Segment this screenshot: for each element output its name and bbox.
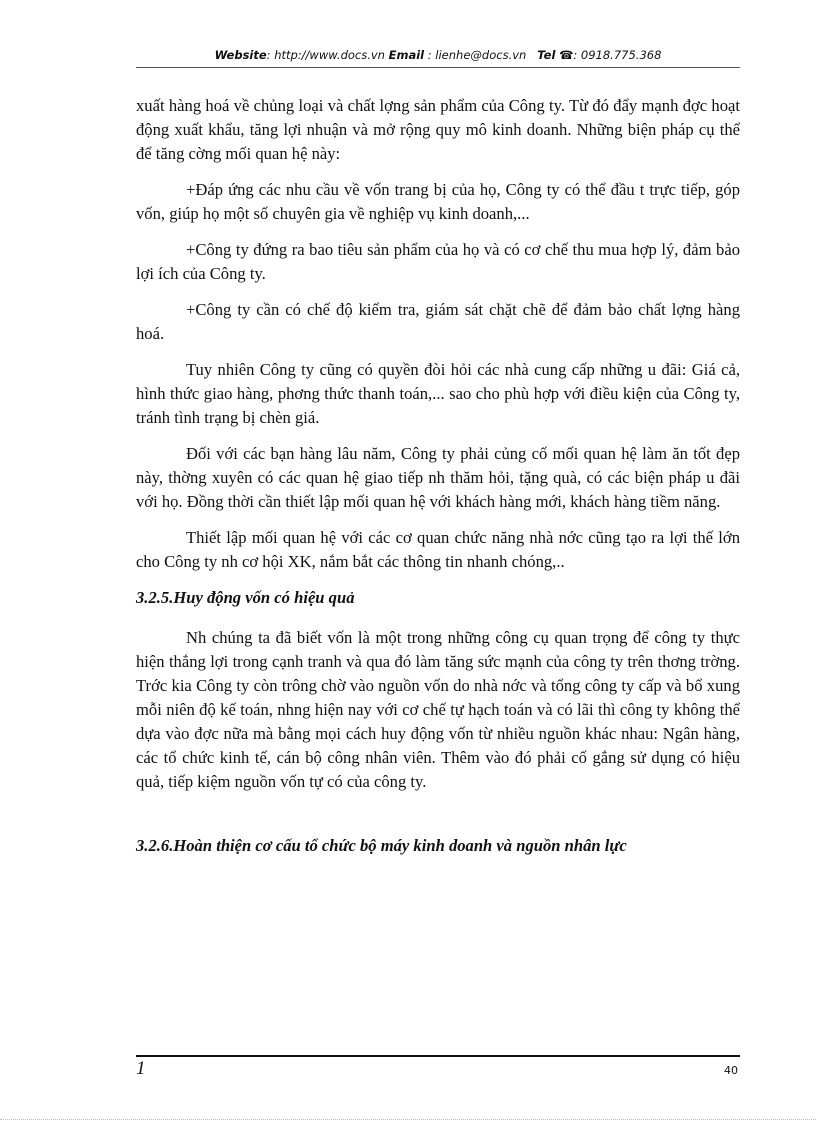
paragraph: +Công ty đứng ra bao tiêu sản phẩm của họ và có cơ chế thu mua hợp lý, đảm bảo lợi ích của Công ty.	[136, 240, 740, 283]
paragraph: Đối với các bạn hàng lâu năm, Công ty phải củng cố mối quan hệ làm ăn tốt đẹp này, thờng xuyên có các quan hệ giao tiếp nh thăm hỏi, tặng quà, có các biện pháp u đãi với họ. Đồng thời cần thiết lập mối quan hệ với khách hàng mới, khách hàng tiềm năng.	[136, 444, 740, 511]
paragraph: xuất hàng hoá về chủng loại và chất lợng sản phẩm của Công ty. Từ đó đẩy mạnh đợc hoạt động xuất khẩu, tăng lợi nhuận và mở rộng quy mô kinh doanh. Những biện pháp cụ thể để tăng cờng mối quan hệ này:	[136, 96, 740, 163]
header-rule	[136, 67, 740, 68]
email-value: : lienhe@docs.vn	[427, 48, 527, 62]
paragraph: +Đáp ứng các nhu cầu về vốn trang bị của họ, Công ty có thể đầu t trực tiếp, góp vốn, giúp họ một số chuyên gia về nghiệp vụ kinh doanh,...	[136, 180, 740, 223]
page-number: 40	[724, 1064, 738, 1077]
website-value: : http://www.docs.vn	[266, 48, 385, 62]
paragraph: Nh chúng ta đã biết vốn là một trong những công cụ quan trọng để công ty thực hiện thắng lợi trong cạnh tranh và qua đó làm tăng sức mạnh của công ty trên thơng trờng. Trớc kia Công ty còn trông chờ vào nguồn vốn do nhà nớc và tổng công ty cấp và bổ xung mỗi niên độ kế toán, nhng hiện nay với cơ chế tự hạch toán và có lãi thì công ty không thể dựa vào đợc nữa mà bằng mọi cách huy động vốn từ nhiều nguồn khác nhau: Ngân hàng, các tổ chức kinh tế, cán bộ công nhân viên. Thêm vào đó phải cố gắng sử dụng có hiệu quả, tiếp kiệm nguồn vốn tự có của công ty.	[136, 628, 740, 791]
bottom-dotted-border	[0, 1119, 816, 1120]
website-label: Website	[214, 48, 267, 62]
tel-value: : 0918.775.368	[573, 48, 662, 62]
footer-rule	[136, 1055, 740, 1057]
email-label: Email	[388, 48, 425, 62]
paragraph: Thiết lập mối quan hệ với các cơ quan chức năng nhà nớc cũng tạo ra lợi thế lớn cho Công ty nh cơ hội XK, nắm bắt các thông tin nhanh chóng,..	[136, 528, 740, 571]
section-heading-3-2-6: 3.2.6.Hoàn thiện cơ cấu tổ chức bộ máy kinh doanh và nguồn nhân lực	[136, 836, 627, 855]
page-header	[136, 48, 740, 68]
phone-icon: ☎	[559, 48, 574, 62]
paragraph: +Công ty cần có chế độ kiểm tra, giám sát chặt chẽ để đảm bảo chất lợng hàng hoá.	[136, 300, 740, 343]
paragraph: Tuy nhiên Công ty cũng có quyền đòi hỏi các nhà cung cấp những u đãi: Giá cả, hình thức giao hàng, phơng thức thanh toán,... sao cho phù hợp với điều kiện của Công ty, tránh tình trạng bị chèn giá.	[136, 360, 740, 427]
footer-left-mark: 1	[136, 1058, 146, 1079]
tel-label: Tel	[537, 48, 556, 62]
section-heading-3-2-5: 3.2.5.Huy động vốn có hiệu quả	[136, 588, 355, 607]
document-body	[136, 94, 740, 874]
